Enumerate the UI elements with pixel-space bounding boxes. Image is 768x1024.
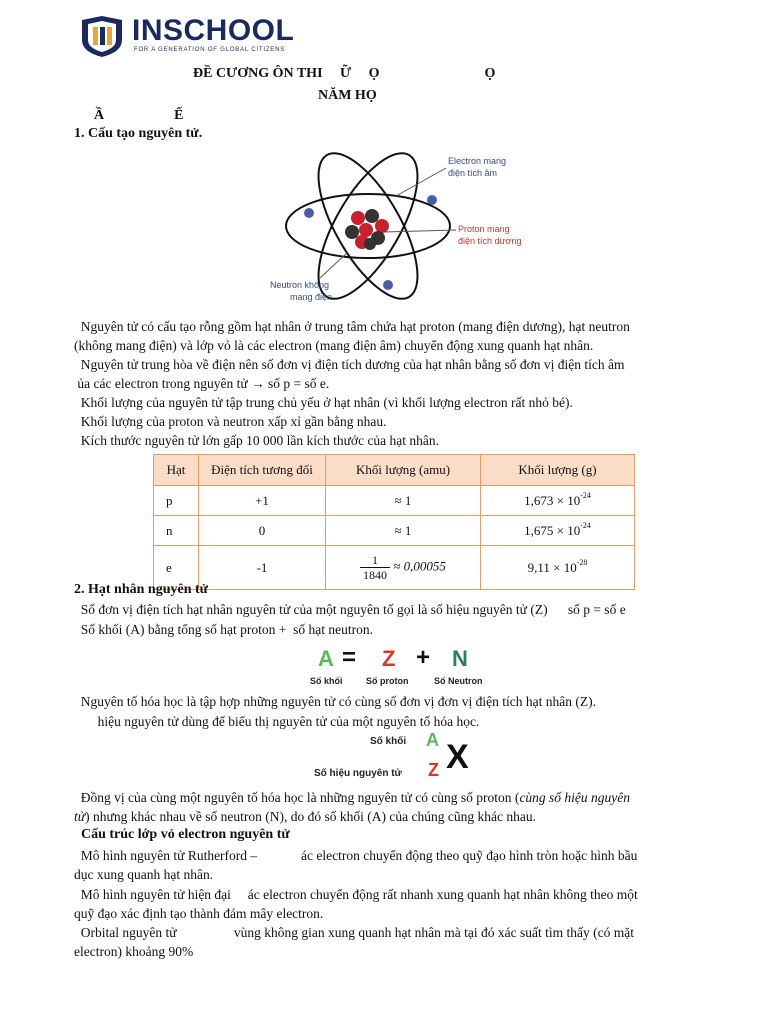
electron [427, 195, 437, 205]
paragraph-line: Khối lượng của nguyên tử tập trung chủ yếu ở hạt nhân (vì khối lượng electron rất nhỏ bé). [74, 395, 573, 410]
paragraph-line: Số khối (A) bằng tổng số hạt proton + số hạt neutron. [74, 622, 373, 637]
inschool-logo [78, 14, 295, 58]
paragraph-line: Nguyên tử có cấu tạo rỗng gồm hạt nhân ở trung tâm chứa hạt proton (mang điện dương), hạt neutron [74, 319, 630, 334]
isotope-line-2: tử) nhưng khác nhau về số neutron (N), do đó số khối (A) của chúng cũng khác nhau. [74, 809, 536, 824]
fraction: $\frac{1}{1840}$ [360, 553, 390, 582]
label-electron: Electron mang [448, 156, 507, 166]
paragraph-line: Nguyên tố hóa học là tập hợp những nguyên tử có cùng số đơn vị đơn vị điện tích hạt nhân (Z). [74, 694, 596, 709]
paragraph-line: (không mang điện) và lớp vỏ là các electron (mang điện âm) chuyển động xung quanh hạt nhân. [74, 338, 594, 353]
paragraph-line: Kích thước nguyên tử lớn gấp 10 000 lần kích thước của hạt nhân. [74, 433, 440, 448]
table-header: Khối lượng (g) [481, 455, 635, 486]
paragraph-line: Mô hình nguyên tử Rutherford – ác electron chuyển động theo quỹ đạo hình tròn hoặc hình bầu [74, 848, 638, 863]
logo-tagline: FOR A GENERATION OF GLOBAL CITIZENS [134, 47, 286, 53]
section-heading-1: 1. Cấu tạo nguyên tử. [74, 126, 203, 141]
paragraph-line: electron) khoảng 90% [74, 944, 194, 959]
shield-logo-icon [78, 14, 126, 58]
particle-table [153, 454, 635, 590]
table-row: n 0 ≈ 1 $1,675 \times 10^{-24}$ [154, 516, 635, 546]
paragraph-line: hiệu nguyên tử dùng để biểu thị nguyên tử của một nguyên tố hóa học. [74, 714, 480, 729]
paragraph-line: ủa các electron trong nguyên tử → số p = số e. [74, 376, 330, 391]
section-heading-3: Cấu trúc lớp vỏ electron nguyên tử [74, 827, 290, 842]
paragraph-line: Orbital nguyên tử vùng không gian xung quanh hạt nhân mà tại đó xác suất tìm thấy (có mặt [74, 925, 634, 940]
table-header: Điện tích tương đối [199, 455, 326, 486]
electron [383, 280, 393, 290]
table-row: p +1 ≈ 1 $1,673 \times 10^{-24}$ [154, 486, 635, 516]
table-header: Khối lượng (amu) [326, 455, 481, 486]
isotope-line-1: Đồng vị của cùng một nguyên tố hóa học là những nguyên tử có cùng số proton (cùng số hiệu nguyên [74, 790, 631, 805]
table-header-row [154, 455, 635, 486]
nucleus [345, 209, 389, 250]
logo-text: INSCHOOL [132, 14, 295, 47]
paragraph-line: quỹ đạo xác định tạo thành đám mây electron. [74, 906, 324, 921]
paragraph-line: dục xung quanh hạt nhân. [74, 867, 214, 882]
atom-diagram [268, 144, 548, 314]
electron [304, 208, 314, 218]
paragraph-line: Mô hình nguyên tử hiện đại ác electron chuyển động rất nhanh xung quanh hạt nhân không theo một [74, 887, 638, 902]
paragraph-line: Nguyên tử trung hòa về điện nên số đơn vị điện tích dương của hạt nhân bằng số đơn vị điện tích âm [74, 357, 625, 372]
doc-title-year: NĂM HỌ [318, 88, 377, 103]
doc-title: ĐỀ CƯƠNG ÔN THI Ữ Ọ Ọ [193, 66, 496, 81]
nuclide-notation: Số khối A Số hiệu nguyên tử Z X [314, 730, 469, 780]
paragraph-line: Số đơn vị điện tích hạt nhân nguyên tử của một nguyên tố gọi là số hiệu nguyên tử (Z) số p = số e [74, 602, 626, 617]
table-row: e -1 $\frac{1}{1840}$ ≈ 0,00055 $9,11 \times 10^{-28}$ [154, 546, 635, 590]
doc-subtitle: Ầ Ế [94, 108, 184, 123]
svg-text:điện tích âm: điện tích âm [448, 168, 498, 178]
label-neutron: Neutron không [270, 280, 330, 290]
mass-number-formula: A = Z + N Số khối Số proton Số Neutron [310, 644, 483, 686]
svg-text:điện tích dương: điện tích dương [458, 236, 522, 246]
paragraph-line: Khối lượng của proton và neutron xấp xỉ gần bằng nhau. [74, 414, 387, 429]
svg-text:mang điện: mang điện [290, 292, 333, 302]
label-proton: Proton mang [458, 224, 510, 234]
section-heading-2: 2. Hạt nhân nguyên tử [74, 582, 209, 597]
table-header: Hạt [154, 455, 199, 486]
